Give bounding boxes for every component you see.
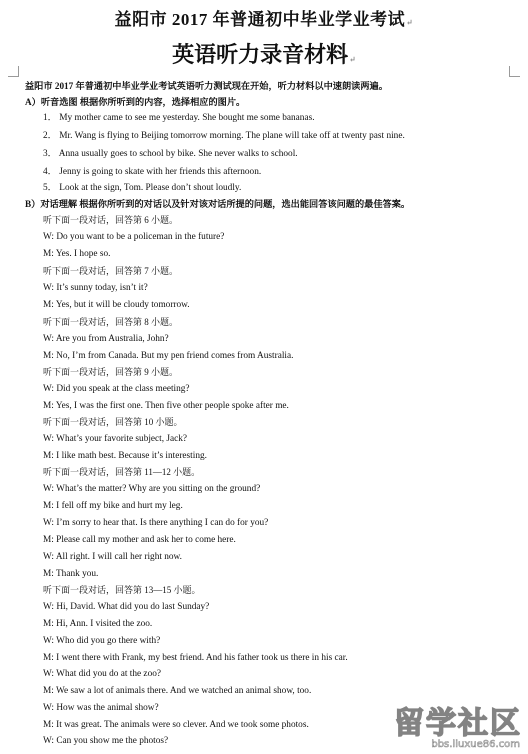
section-b-heading: B）对话理解 根据你所听到的对话以及针对该对话所提的问题，选出能回答该问题的最佳答案。: [25, 199, 411, 209]
dialogue-line: W: Are you from Australia, John?: [43, 334, 169, 344]
dialogue-line: M: Please call my mother and ask her to come here.: [43, 535, 236, 545]
list-item-3: 3． Anna usually goes to school by bike. She never walks to school.: [43, 149, 298, 159]
watermark-logo: 留学社区: [394, 706, 522, 741]
question-cue-8: 听下面一段对话，回答第 8 小题。: [43, 317, 179, 327]
crop-mark-top-right: [509, 66, 520, 77]
question-cue-6: 听下面一段对话，回答第 6 小题。: [43, 215, 179, 225]
dialogue-line: W: Who did you go there with?: [43, 636, 161, 646]
dialogue-line: M: Yes, I was the first one. Then five other people spoke after me.: [43, 401, 289, 411]
dialogue-line: W: What did you do at the zoo?: [43, 669, 161, 679]
dialogue-line: M: We saw a lot of animals there. And we watched an animal show, too.: [43, 686, 312, 696]
crop-mark-top-left: [8, 66, 19, 77]
watermark-url: bbs.liuxue86.com: [431, 739, 520, 750]
exam-title: 益阳市 2017 年普通初中毕业学业考试↵: [114, 10, 414, 29]
dialogue-line: M: No, I’m from Canada. But my pen friend comes from Australia.: [43, 351, 294, 361]
question-cue-7: 听下面一段对话，回答第 7 小题。: [43, 266, 179, 276]
intro-paragraph: 益阳市 2017 年普通初中毕业学业考试英语听力测试现在开始，听力材料以中速朗读两遍。: [25, 81, 388, 91]
dialogue-line: M: I went there with Frank, my best friend. And his father took us there in his car.: [43, 653, 348, 663]
question-cue-10: 听下面一段对话，回答第 10 小题。: [43, 417, 183, 427]
list-item-2: 2． Mr. Wang is flying to Beijing tomorrow morning. The plane will take off at twenty past nine.: [43, 131, 405, 141]
section-a-heading: A）听音选图 根据你所听到的内容，选择相应的图片。: [25, 97, 246, 107]
list-item-4: 4． Jenny is going to skate with her friends this afternoon.: [43, 167, 262, 177]
dialogue-line: M: Hi, Ann. I visited the zoo.: [43, 619, 153, 629]
list-item-5: 5． Look at the sign, Tom. Please don’t shout loudly.: [43, 183, 242, 193]
dialogue-line: W: Hi, David. What did you do last Sunday?: [43, 602, 210, 612]
question-cue-9: 听下面一段对话，回答第 9 小题。: [43, 367, 179, 377]
site-watermark: [372, 698, 522, 750]
dialogue-line: M: It was great. The animals were so clever. And we took some photos.: [43, 720, 309, 730]
dialogue-line: W: All right. I will call her right now.: [43, 552, 182, 562]
question-cue-11-12: 听下面一段对话，回答第 11—12 小题。: [43, 467, 201, 477]
dialogue-line: W: What’s the matter? Why are you sitting on the ground?: [43, 484, 261, 494]
dialogue-line: M: I fell off my bike and hurt my leg.: [43, 501, 183, 511]
dialogue-line: W: What’s your favorite subject, Jack?: [43, 434, 188, 444]
dialogue-line: W: Did you speak at the class meeting?: [43, 384, 190, 394]
dialogue-line: M: Yes. I hope so.: [43, 249, 111, 259]
dialogue-line: M: Yes, but it will be cloudy tomorrow.: [43, 300, 190, 310]
dialogue-line: W: I’m sorry to hear that. Is there anything I can do for you?: [43, 518, 269, 528]
question-cue-13-15: 听下面一段对话，回答第 13—15 小题。: [43, 585, 201, 595]
material-title: 英语听力录音材料↵: [172, 42, 356, 67]
dialogue-line: W: It’s sunny today, isn’t it?: [43, 283, 148, 293]
dialogue-line: M: Thank you.: [43, 569, 99, 579]
dialogue-line: W: How was the animal show?: [43, 703, 159, 713]
dialogue-line: M: I like math best. Because it’s interesting.: [43, 451, 207, 461]
dialogue-line: W: Can you show me the photos?: [43, 736, 169, 746]
list-item-1: 1． My mother came to see me yesterday. She bought me some bananas.: [43, 113, 315, 123]
dialogue-line: W: Do you want to be a policeman in the future?: [43, 232, 225, 242]
